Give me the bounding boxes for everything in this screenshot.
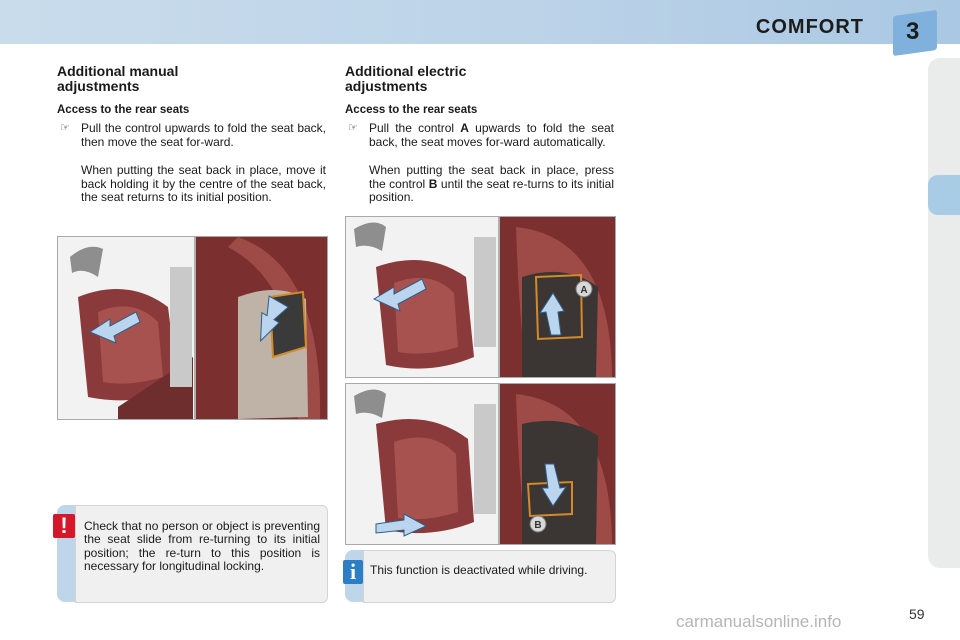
right-subheading: Access to the rear seats	[345, 104, 478, 116]
control-a-label: A	[460, 121, 469, 135]
side-tab-active[interactable]	[928, 175, 960, 215]
right-bullet	[348, 121, 615, 149]
manual-seat-illustration	[57, 236, 328, 420]
right-bullet-text-post: upwards to fold the seat back, the seat moves for-ward automatically.	[369, 121, 615, 149]
info-icon: i	[343, 560, 363, 584]
control-b-label: B	[428, 176, 438, 191]
control-a-callout: A	[580, 285, 588, 296]
right-heading-line1: Additional electric	[345, 63, 467, 79]
warning-text: Check that no person or object is preventing the seat slide from re-turning to its initial position; the re-turn to this position is necessary for longitudinal locking.	[84, 519, 320, 574]
right-para-pre: When putting the seat back in place, press the control	[369, 163, 614, 191]
left-heading-line1: Additional manual	[57, 63, 179, 79]
hand-pointer-icon: ☞	[348, 122, 358, 134]
left-bullet-text: Pull the control upwards to fold the seat back, then move the seat for-ward.	[81, 121, 326, 149]
electric-fold-illustration	[345, 216, 616, 378]
control-b-callout: B	[534, 520, 542, 531]
section-title: COMFORT	[755, 16, 864, 38]
chapter-number: 3	[906, 18, 920, 45]
watermark[interactable]: carmanualsonline.info	[676, 612, 842, 631]
left-subheading: Access to the rear seats	[57, 104, 190, 116]
warning-icon: !	[53, 514, 75, 538]
left-heading	[57, 64, 178, 94]
left-heading-line2: adjustments	[57, 78, 140, 94]
electric-fold-drawing	[346, 217, 615, 377]
right-heading	[345, 64, 466, 94]
electric-return-drawing	[346, 384, 615, 544]
side-tab-strip	[928, 58, 960, 568]
info-text: This function is deactivated while driving.	[370, 563, 588, 577]
right-paragraph	[369, 164, 614, 205]
right-bullet-text-pre: Pull the control	[369, 121, 461, 135]
right-para-post: until the seat re-turns to its initial position.	[369, 176, 614, 205]
electric-return-illustration	[345, 383, 616, 545]
right-heading-line2: adjustments	[345, 78, 428, 94]
manual-seat-drawing	[58, 237, 327, 419]
left-bullet	[60, 121, 326, 149]
left-paragraph: When putting the seat back in place, move it back holding it by the centre of the seat back, the seat returns to its initial position.	[81, 163, 326, 205]
hand-pointer-icon: ☞	[60, 122, 70, 134]
page-number: 59	[909, 606, 925, 622]
